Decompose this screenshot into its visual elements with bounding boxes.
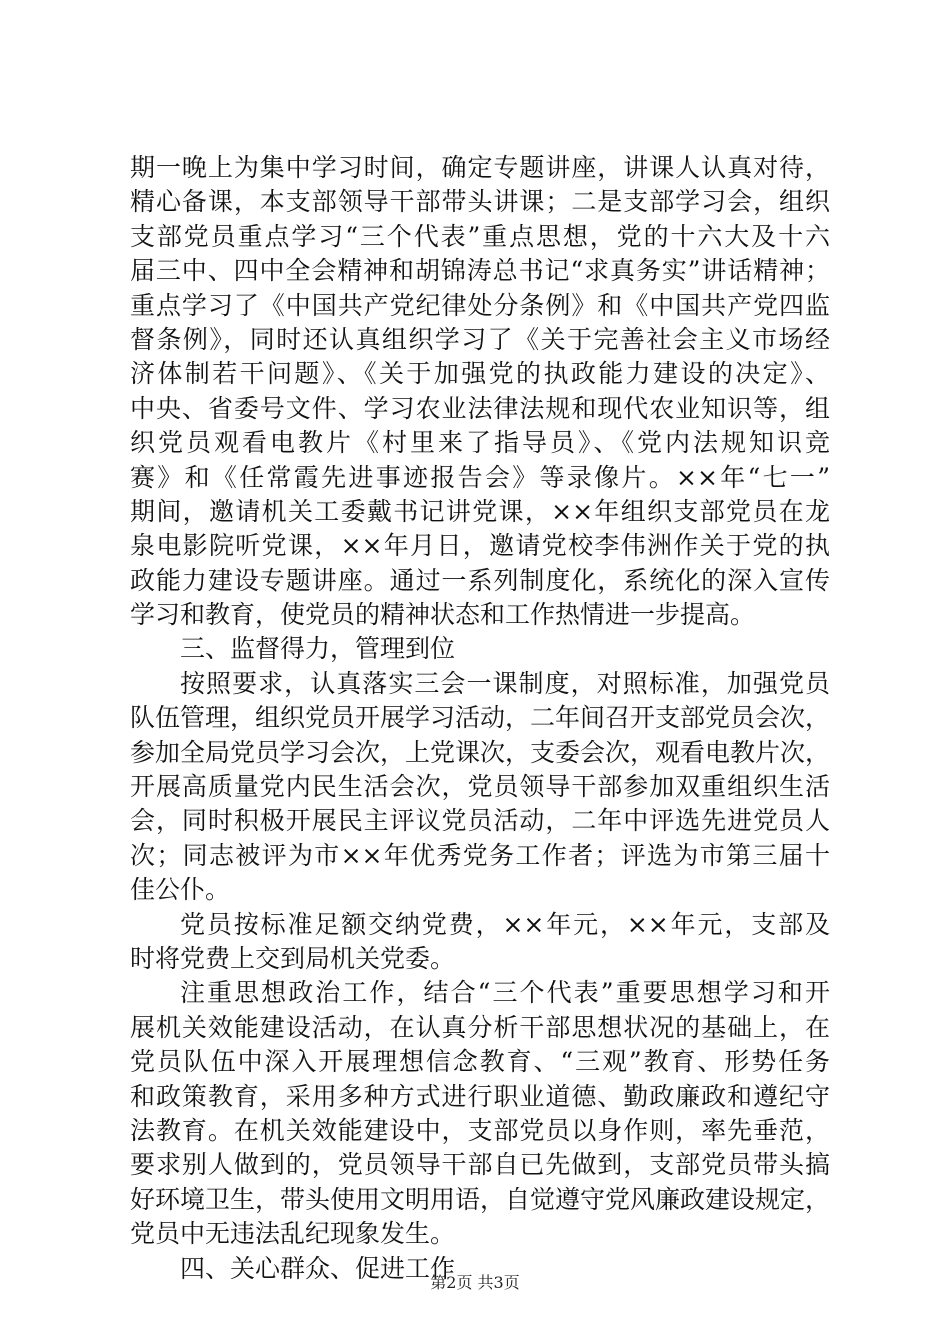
page-number-label: 第2页 共3页: [430, 1273, 520, 1292]
text-line: 期一晚上为集中学习时间，确定专题讲座，讲课人认真对待，: [130, 153, 830, 182]
text-line: 按照要求，认真落实三会一课制度，对照标准，加强党员: [180, 668, 830, 698]
text-line: 济体制若干问题》、《关于加强党的执政能力建设的决定》、: [130, 359, 830, 389]
text-line: 队伍管理，组织党员开展学习活动，二年间召开支部党员会次，: [130, 703, 831, 733]
text-line: 党员队伍中深入开展理想信念教育、“三观”教育、形势任务: [130, 1047, 830, 1077]
text-line: 党员按标准足额交纳党费，××年元，××年元，支部及: [180, 909, 830, 939]
text-line: 次；同志被评为市××年优秀党务工作者；评选为市第三届十: [130, 840, 830, 870]
text-line: 精心备课，本支部领导干部带头讲课；二是支部学习会，组织: [130, 187, 830, 217]
text-line: 学习和教育，使党员的精神状态和工作热情进一步提高。: [130, 600, 756, 630]
text-line: 党员中无违法乱纪现象发生。: [130, 1219, 456, 1249]
text-line: 佳公仆。: [130, 875, 231, 905]
text-line: 展机关效能建设活动，在认真分析干部思想状况的基础上，在: [130, 1012, 830, 1042]
text-line: 注重思想政治工作，结合“三个代表”重要思想学习和开: [180, 978, 830, 1008]
text-line: 和政策教育，采用多种方式进行职业道德、勤政廉政和遵纪守: [130, 1081, 830, 1111]
section-heading: 四、关心群众、促进工作: [180, 1253, 456, 1283]
section-heading: 三、监督得力，管理到位: [180, 634, 456, 664]
text-line: 支部党员重点学习“三个代表”重点思想，党的十六大及十六: [130, 221, 830, 251]
page-footer: [0, 1273, 950, 1293]
text-line: 督条例》，同时还认真组织学习了《关于完善社会主义市场经: [130, 324, 830, 354]
text-line: 会，同时积极开展民主评议党员活动，二年中评选先进党员人: [130, 806, 830, 836]
text-line: 泉电影院听党课，××年月日，邀请党校李伟洲作关于党的执: [130, 531, 830, 561]
text-line: 政能力建设专题讲座。通过一系列制度化，系统化的深入宣传: [130, 565, 830, 595]
text-line: 好环境卫生，带头使用文明用语，自觉遵守党风廉政建设规定，: [130, 1184, 831, 1214]
text-line: 法教育。在机关效能建设中，支部党员以身作则，率先垂范，: [130, 1115, 830, 1145]
text-line: 要求别人做到的，党员领导干部自已先做到，支部党员带头搞: [130, 1150, 830, 1180]
text-line: 重点学习了《中国共产党纪律处分条例》和《中国共产党四监: [130, 290, 830, 320]
text-line: 赛》和《任常霞先进事迹报告会》等录像片。××年“七一”: [130, 462, 830, 492]
document-body: [130, 151, 830, 1286]
text-line: 织党员观看电教片《村里来了指导员》、《党内法规知识竞: [130, 428, 830, 458]
text-line: 参加全局党员学习会次，上党课次，支委会次，观看电教片次，: [130, 737, 831, 767]
text-line: 时将党费上交到局机关党委。: [130, 943, 456, 973]
text-line: 届三中、四中全会精神和胡锦涛总书记“求真务实”讲话精神；: [130, 256, 830, 286]
text-line: 期间，邀请机关工委戴书记讲党课，××年组织支部党员在龙: [130, 496, 830, 526]
text-line: 开展高质量党内民生活会次，党员领导干部参加双重组织生活: [130, 772, 830, 802]
text-line: 中央、省委号文件、学习农业法律法规和现代农业知识等，组: [130, 393, 830, 423]
